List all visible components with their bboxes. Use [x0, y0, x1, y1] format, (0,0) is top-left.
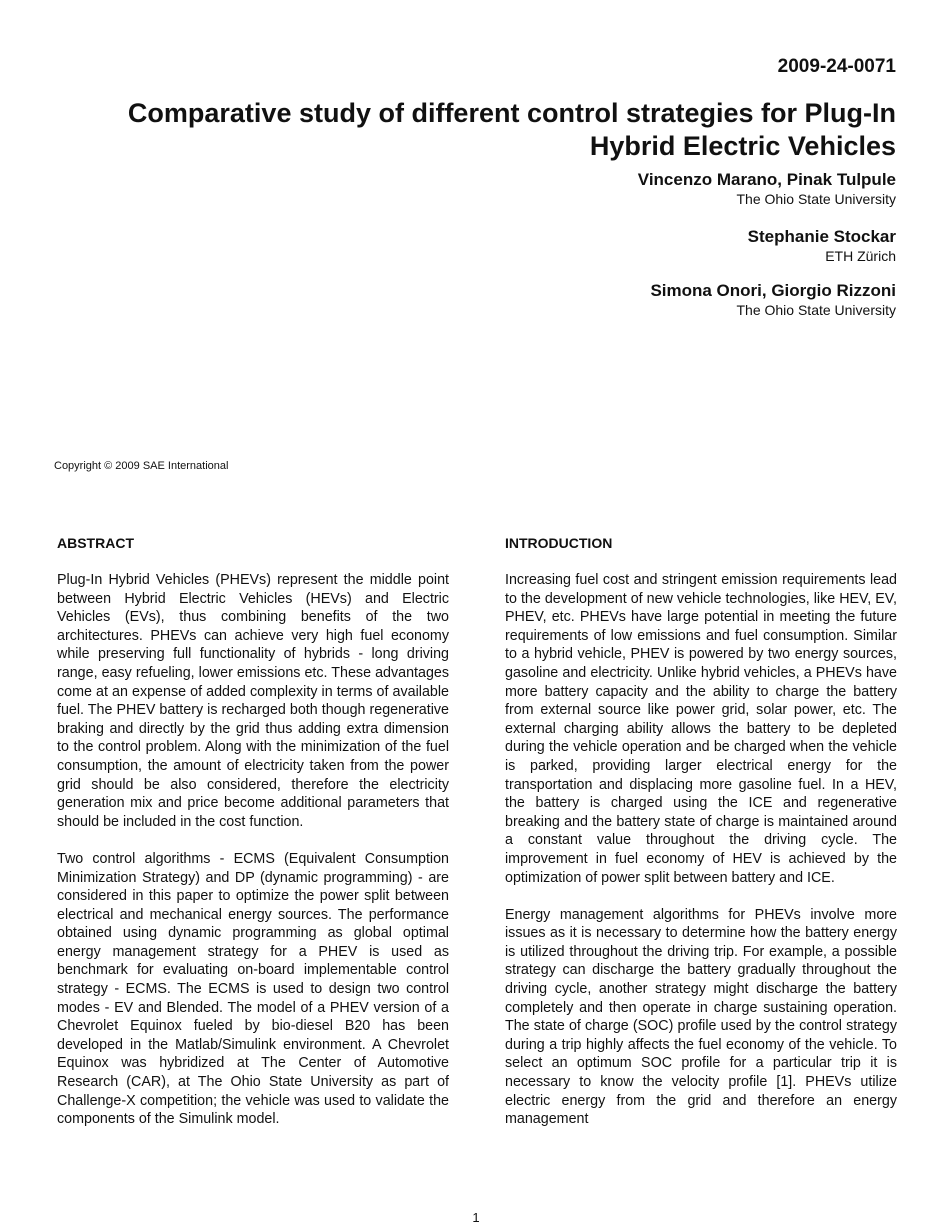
abstract-heading: ABSTRACT	[57, 535, 134, 551]
author-group-1	[638, 170, 896, 208]
introduction-section	[505, 534, 897, 1147]
author-group-3	[650, 281, 896, 319]
page-number: 1	[472, 1210, 480, 1225]
author-group-2	[748, 227, 896, 265]
introduction-paragraph: Increasing fuel cost and stringent emission requirements lead to the development of new vehicle technologies, like HEV, EV, PHEV, etc. PHEVs have large potential in meeting the future requirements of low emissions and fuel consumption. Similar to a hybrid vehicle, PHEV is powered by two energy sources, gasoline and electricity. Unlike hybrid vehicles, a PHEVs have more battery capacity and the ability to charge the battery from external source like power grid, solar power, etc. The external charging ability allows the battery to be depleted during the vehicle operation and be charged when the vehicle is parked, providing larger electrical energy for the transportation and displacing more gasoline fuel. In a HEV, the battery is charged using the ICE and regenerative breaking and the battery state of charge is maintained around a constant value throughout the driving cycle. The improvement in fuel economy of HEV is achieved by the optimization of power split between battery and ICE.	[505, 572, 897, 886]
abstract-paragraph: Two control algorithms - ECMS (Equivalent Consumption Minimization Strategy) and DP (dynamic programming) - are considered in this paper to optimize the power split between electrical and mechanical energy sources. The performance obtained using dynamic programming as global optimal energy management strategy for a PHEV is used as benchmark for evaluating on-board implementable control strategy - ECMS. The ECMS is used to design two control modes - EV and Blended. The model of a PHEV version of a Chevrolet Equinox fueled by bio-diesel B20 has been developed in the Matlab/Simulink environment. A Chevrolet Equinox was hybridized at The Center of Automotive Research (CAR), at The Ohio State University as part of Challenge-X competition; the vehicle was used to validate the components of the Simulink model.	[57, 850, 449, 1128]
introduction-heading: INTRODUCTION	[505, 535, 613, 551]
author-names: Simona Onori, Giorgio Rizzoni	[650, 281, 896, 300]
abstract-paragraph: Plug-In Hybrid Vehicles (PHEVs) represent the middle point between Hybrid Electric Vehicles (HEVs) and Electric Vehicles (EVs), thus combining benefits of the two architectures. PHEVs can achieve very high fuel economy while preserving full functionality of hybrids - long driving range, easy refueling, lower emissions etc. These advantages come at an expense of added complexity in terms of available fuel. The PHEV battery is recharged both though regenerative braking and directly by the grid thus adding extra dimension to the control problem. Along with the minimization of the fuel consumption, the amount of electricity taken from the power grid should be also considered, therefore the electricity generation mix and price become additional parameters that should be included in the cost function.	[57, 572, 449, 830]
author-affiliation: ETH Zürich	[825, 248, 896, 264]
introduction-paragraph: Energy management algorithms for PHEVs involve more issues as it is necessary to determine how the battery energy is utilized throughout the driving trip. For example, a possible strategy can discharge the battery gradually throughout the driving cycle, another strategy might discharge the battery completely and then operate in charge sustaining operation. The state of charge (SOC) profile used by the control strategy during a trip highly affects the fuel economy of the vehicle. To select an optimum SOC profile for a particular trip it is necessary to know the velocity profile [1]. PHEVs utilize electric energy from the grid and therefore an energy management	[505, 906, 897, 1128]
paper-id: 2009-24-0071	[777, 56, 896, 77]
abstract-section	[57, 534, 449, 1147]
author-affiliation: The Ohio State University	[736, 302, 896, 318]
author-affiliation: The Ohio State University	[736, 191, 896, 207]
author-names: Stephanie Stockar	[747, 227, 896, 246]
author-names: Vincenzo Marano, Pinak Tulpule	[637, 170, 896, 189]
paper-title: Comparative study of different control strategies for Plug-In Hybrid Electric Vehicles	[127, 98, 896, 161]
copyright-notice: Copyright © 2009 SAE International	[54, 460, 229, 472]
